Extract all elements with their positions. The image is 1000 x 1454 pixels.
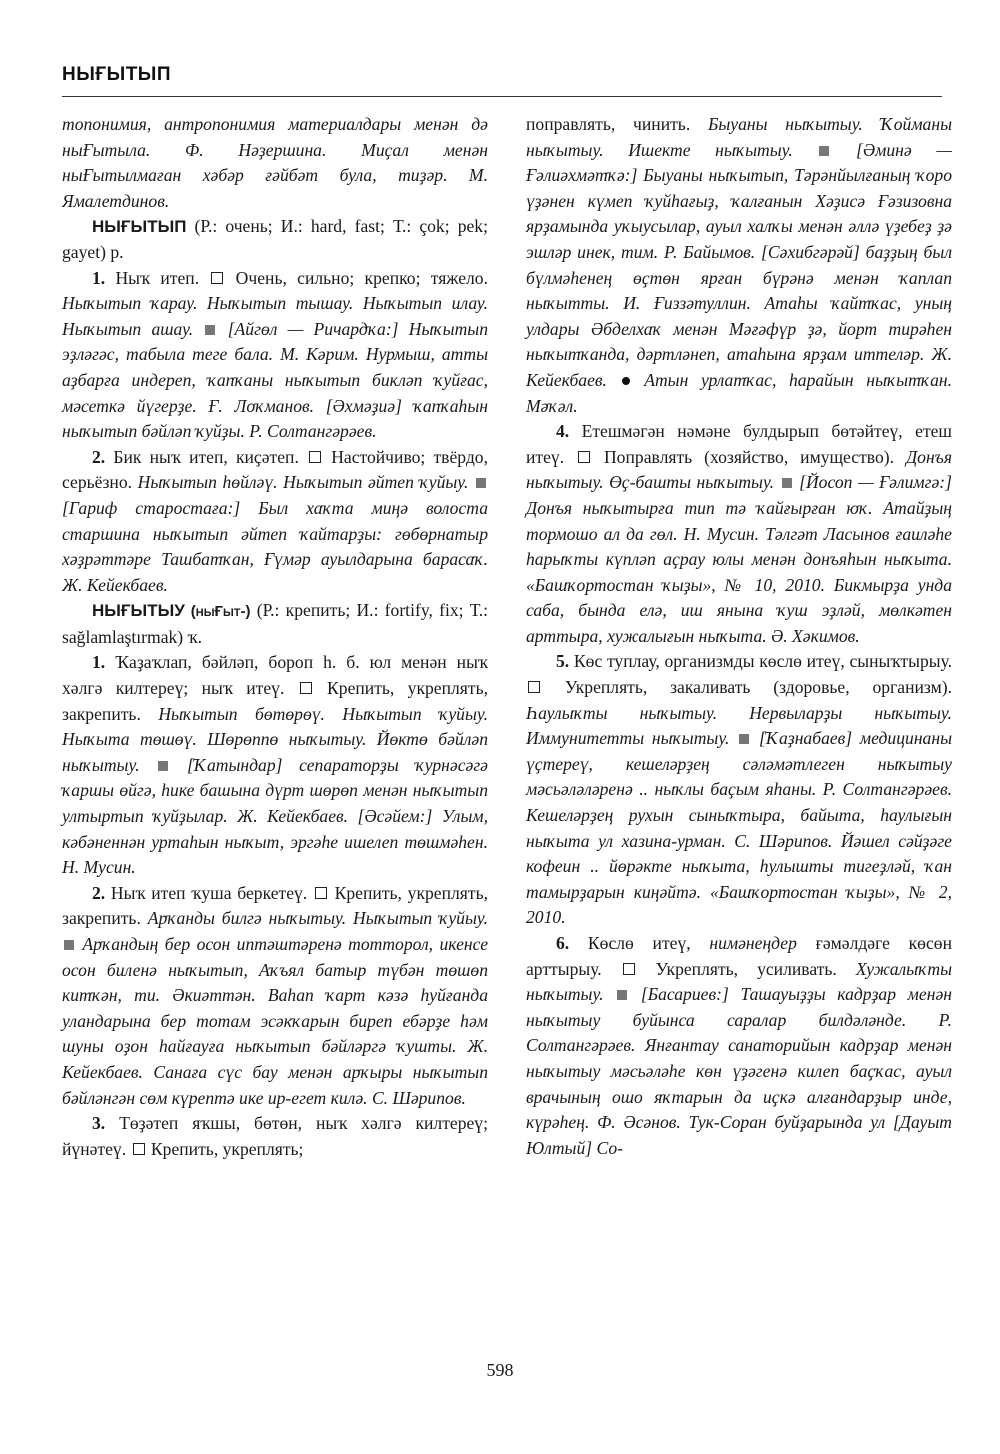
sense-number: 2.: [92, 446, 106, 467]
usage-examples: Хужалыҡты ныҡытыу.: [526, 958, 952, 1005]
running-head: НЫҒЫТЫП: [62, 64, 172, 85]
sense-4: [526, 419, 952, 649]
sense-number: 3.: [92, 1113, 106, 1134]
sense-3: [62, 1111, 488, 1162]
russian-translation: Очень, сильно; крепко; тяжело.: [225, 267, 488, 288]
usage-examples: Ныҡытып бөтөрөү. Ныҡытып ҡуйыу. Ныҡыта төшөү. Шөрөппө ныҡытыу. Йөктө бәйләп ныҡытыу.: [62, 703, 488, 775]
sense-definition-cont: ғәмәлдәге көсөн арттырыу.: [526, 933, 952, 979]
citations: [Әминә — Ғәлиәхмәтҡә:] Быуаны ныҡытып, Тәрәнйылғаның ҡоро үҙәнен күмеп ҡуйһағыҙ, ҡалғанын Хәҙисә Ғәзизовна ярҙамында уҡыусылар, ауыл халҡы менән әллә үҙебеҙ ҙә эшләр инек, тим. Р. Байымов. [Сәхибгәрәй] баҙҙың был бүлмәһенең өҫтөн ярған бүрәнә менән ҡаплап ныҡытты. И. Ғиззәтуллин. Атаһы ҡайтҡас, уның улдары Әбделхаҡ менән Мәғәфүр ҙә, йорт тирәһен ныҡытҡанда, дәртләнеп, атаһына ярҙам иттеләр. Ж. Кейекбаев.: [526, 139, 952, 390]
white-square-icon: [315, 887, 327, 899]
sense-number: 6.: [556, 933, 570, 953]
headword: НЫҒЫТЫП: [92, 217, 187, 237]
sense-definition: Ҡаҙаҡлап, бәйләп, бороп һ. б. юл менән ныҡ хәлгә килтереү; ныҡ итеү.: [62, 652, 488, 699]
russian-translation: Крепить, укреплять, закрепить.: [62, 882, 488, 929]
white-square-icon: [300, 682, 312, 694]
white-square-icon: [133, 1143, 145, 1155]
sense-definition: Ныҡ итеп.: [105, 267, 210, 288]
left-column: [62, 112, 488, 1162]
black-square-icon: [782, 478, 792, 488]
citations: [Гариф старостаға:] Был хаҡта миңә волоста старшина ныҡытып әйтеп ҡайтарҙы: гөбөрнатыр хәҙрәттәре Ташбатҡан, Ғүмәр ауылдарына барасаҡ. Ж. Кейекбаев.: [62, 497, 488, 595]
white-square-icon: [528, 681, 540, 693]
sense-definition: Төҙәтеп яҡшы, бөтөн, ныҡ хәлгә килтереү; йүнәтеү.: [62, 1113, 488, 1159]
header-rule: [62, 96, 942, 97]
bullet-icon: [622, 377, 630, 385]
sense-number: 1.: [92, 652, 106, 673]
sense-definition: Көс туплау, организмды көслө итеү, сыныҡтырыу.: [569, 651, 952, 672]
russian-translation: поправлять, чинить.: [526, 114, 708, 134]
white-square-icon: [309, 451, 321, 463]
black-square-icon: [617, 990, 627, 1000]
usage-examples: Арҡанды билгә ныҡытыу. Ныҡытып ҡуйыу.: [147, 908, 488, 929]
citations: [Йосоп — Ғәлимгә:] Донъя ныҡытырға тип тә ҡайғырған юҡ. Атайҙың тормошо ал да гөл. Н. Мусин. Тәлгәт Ласынов ғаиләһе һарыҡты күпләп аҫрау юлы менән донъяһын ныҡыта. «Башҡортостан ҡыҙы», № 10, 2010. Бикмырҙа унда саба, бында елә, иш янына ҡуш эҙләй, мөлкәтен арттыра, хужалығын ныҡыта. Ә. Хәкимов.: [526, 472, 952, 646]
russian-translation: Крепить, укреплять, закрепить.: [62, 678, 488, 724]
russian-translation: Настойчиво; твёрдо, серьёзно.: [62, 446, 488, 493]
sense-5: [526, 649, 952, 931]
sense-definition-italic: нимәнеңдер: [709, 933, 797, 953]
sense-2: [62, 445, 488, 599]
black-square-icon: [205, 325, 215, 335]
black-square-icon: [64, 940, 74, 950]
proverb: Атын урлатҡас, һарайын ныҡытҡан. Мәҡәл.: [526, 369, 952, 416]
black-square-icon: [158, 761, 168, 771]
continued-paragraph: [62, 112, 488, 214]
sense-number: 4.: [556, 421, 570, 442]
entry-nygytyp: [62, 214, 488, 265]
black-square-icon: [476, 478, 486, 488]
sense-number: 1.: [92, 267, 106, 288]
russian-translation: Укреплять, усиливать.: [636, 958, 856, 979]
headword: НЫҒЫТЫУ: [92, 601, 185, 621]
white-square-icon: [578, 451, 590, 463]
russian-translation: Укреплять, закаливать (здоровье, организм).: [542, 677, 952, 698]
page-header: [62, 64, 171, 86]
headword-info: (Р.: крепить; И.: fortify, fix; Т.: sağlamlaştırmak) ҡ.: [62, 600, 489, 647]
sense-definition: Бик ныҡ итеп, киҫәтеп.: [105, 446, 308, 467]
quote-text: топонимия, антропонимия материалдары менән дә ныҒытыла. Ф. Нәҙершина. Миҫал менән ныҒытылмаған хәбәр ғәйбәт була, тиҙәр. М. Ямалетдинов.: [62, 114, 488, 211]
russian-translation: Крепить, укреплять;: [146, 1138, 304, 1159]
sense-definition: Көслө итеү,: [569, 933, 710, 953]
entry-nygytyu: [62, 598, 488, 650]
sense-definition: Етешмәгән нәмәне булдырып бөтәйтеү, етеш итеү.: [526, 421, 952, 467]
headword-stem: (ныҒыт-): [184, 603, 251, 621]
continued-sense-3: [526, 112, 952, 419]
usage-examples: Һаулыҡты ныҡытыу. Нервыларҙы ныҡытыу. Иммунитетты ныҡытыу.: [526, 702, 952, 749]
sense-number: 2.: [92, 882, 106, 903]
black-square-icon: [739, 734, 749, 744]
usage-examples: Ныҡытып ҡарау. Ныҡытып тышау. Ныҡытып илау. Ныҡытып ашау.: [62, 293, 488, 339]
usage-examples: Быуаны ныҡытыу. Ҡойманы ныҡытыу. Ишекте ныҡытыу.: [526, 114, 952, 160]
sense-6: [526, 931, 952, 1161]
citations: [Айгөл — Ричардҡа:] Ныҡытып эҙләгәс, табыла теге бала. М. Кәрим. Нурмыш, атты аҙбарға индереп, ҡапҡаны ныҡытып бикләп ҡуйғас, мәсеткә йүгерҙе. Ғ. Лоҡманов. [Әхмәҙиә] ҡапҡаһын ныҡытып бәйләп ҡуйҙы. Р. Солтангәрәев.: [62, 318, 488, 442]
citations: [Басариев:] Ташауыҙҙы кадрҙар менән ныҡытыу буйынса саралар билдәләнде. Р. Солтангәрәев. Янғантау санаторийын кадрҙар менән ныҡытыу мәсьәләһе көн үҙәгенә килеп баҫҡас, ауыл врачының ошо яҡтарын да иҫкә алғандарҙыр инде, күрәһең. Ф. Әсәнов. Тук-Соран буйҙарында ул [Дауыт Юлтый] Со-: [526, 984, 952, 1158]
citations: [Ҡатындар] сепараторҙы ҡурнәсәгә ҡаршы өйгә, һике башына дүрт шөрөп менән ныҡытып ултыртып ҡуйҙылар. Ж. Кейекбаев. [Әсәйем:] Улым, кәбәненнән уртаһын ныҡыт, эргәһе ишелеп төшмәһен. Н. Мусин.: [62, 754, 488, 878]
sense-number: 5.: [556, 651, 570, 672]
citations: [Ҡаҙнабаев] медицинаны үҫтереү, кешеләрҙең сәләмәтлеген ныҡытыу мәсьәләләренә .. ныҡлы баҫым яһаны. Р. Солтангәрәев. Кешеләрҙең рухын сыныҡтыра, байыта, һаулығын ныҡыта ул хазина-урман. С. Шәрипов. Йәшел сәйҙәге кофеин .. йөрәкте ныҡыта, һулышты тигеҙләй, ҡан тамырҙарын киңәйтә. «Башҡортостан ҡыҙы», № 2, 2010.: [526, 728, 952, 928]
citations: Арҡандың бер осон иптәштәренә тотторол, икенсе осон биленә ныҡытып, Аҡъял батыр түбән төшөп китҡән, ти. Әкиәттән. Ваһап ҡарт кәзә һуйғанда уландарына бер тотам эсәкҡарын биреп ебәрҙе һәм шуны оҙон һайғауға ныҡытып бәйләргә ҡушты. Ж. Кейекбаев. Санаға сүс бау менән арҡыры ныҡытып бәйләнгән сөм күрептә ике ир-егет килә. С. Шәрипов.: [62, 934, 488, 1108]
white-square-icon: [211, 272, 223, 284]
sense-1: [62, 650, 488, 880]
headword-info: (Р.: очень; И.: hard, fast; Т.: çok; pek; gayet) р.: [62, 216, 488, 262]
black-square-icon: [819, 146, 829, 156]
page-number: 598: [486, 1360, 514, 1380]
sense-2: [62, 881, 488, 1111]
usage-examples: Ныҡытып һөйләү. Ныҡытып әйтеп ҡуйыу.: [137, 472, 475, 493]
usage-examples: Донъя ныҡытыу. Өҫ-башты ныҡытыу.: [526, 446, 952, 493]
sense-1: [62, 266, 488, 445]
sense-definition: Ныҡ итеп ҡуша беркетеү.: [105, 882, 313, 903]
right-column: [526, 112, 952, 1161]
russian-translation: Поправлять (хозяйство, имущество).: [592, 446, 906, 467]
white-square-icon: [623, 963, 635, 975]
